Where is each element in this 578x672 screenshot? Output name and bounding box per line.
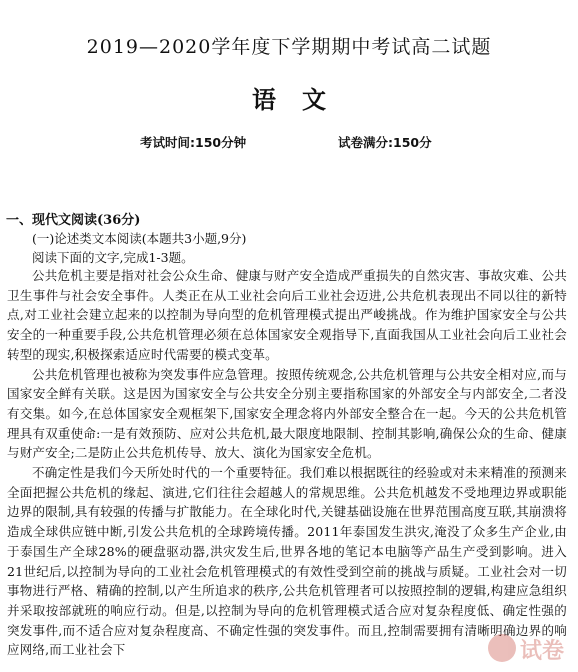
site-watermark [488,628,574,668]
full-score: 试卷满分:150分 [338,135,432,150]
subject-title: 语文 [252,85,352,114]
reading-passage [7,266,567,660]
exam-title: 2019—2020学年度下学期期中考试高二试题 [86,36,492,58]
passage-paragraph-3: 不确定性是我们今天所处时代的一个重要特征。我们难以根据既往的经验或对未来精准的预测来全面把握公共危机的缘起、演进,它们往往会超越人的常规思维。公共危机越发不受地理边界或职能边界的限制,具有较强的传播与扩散能力。在全球化时代,关键基础设施在世界范围高度互联,其崩溃将造成全球供应链中断,引发公共危机的全球跨境传播。2011年泰国发生洪灾,淹没了众多生产企业,由于泰国生产全球28%的硬盘驱动器,洪灾发生后,世界各地的笔记本电脑等产品生产受到影响。进入21世纪后,以控制为导向的工业社会危机管理模式的有效性受到空前的挑战与质疑。工业社会对一切事物进行严格、精确的控制,以产生所追求的秩序,公共危机管理者可以按照控制的逻辑,构建应急组织并采取按部就班的响应行动。但是,以控制为导向的危机管理模式适合应对复杂程度低、确定性强的突发事件,而不适合应对复杂程度高、不确定性强的突发事件。而且,控制需要拥有清晰明确边界的响应网络,而工业社会下 [7,465,567,658]
section-heading: 一、现代文阅读(36分) [6,213,141,228]
reading-instruction: 阅读下面的文字,完成1-3题。 [32,250,194,265]
exam-time: 考试时间:150分钟 [140,135,247,150]
subsection-heading: (一)论述类文本阅读(本题共3小题,9分) [32,231,247,246]
watermark-text: 试卷 [520,639,565,664]
watermark-logo-icon [488,634,516,662]
passage-paragraph-1: 公共危机主要是指对社会公众生命、健康与财产安全造成严重损失的自然灾害、事故灾难、公共卫生事件与社会安全事件。人类正在从工业社会向后工业社会迈进,公共危机表现出不同以往的新特点,对工业社会建立起来的以控制为导向型的危机管理模式提出严峻挑战。作为维护国家安全与公共安全的一种重要手段,公共危机管理必须在总体国家安全观指导下,直面我国从工业社会向后工业社会转型的现实,积极探索适应时代需要的模式变革。 [7,268,567,362]
passage-paragraph-2: 公共危机管理也被称为突发事件应急管理。按照传统观念,公共危机管理与公共安全相对应,而与国家安全鲜有关联。这是因为国家安全与公共安全分别主要指称国家的外部安全与内部安全,二者没有交集。如今,在总体国家安全观框架下,国家安全理念将内外部安全整合在一起。今天的公共危机管理具有双重使命:一是有效预防、应对公共危机,最大限度地限制、控制其影响,确保公众的生命、健康与财产安全;二是防止公共危机传导、放大、演化为国家安全危机。 [7,366,567,461]
